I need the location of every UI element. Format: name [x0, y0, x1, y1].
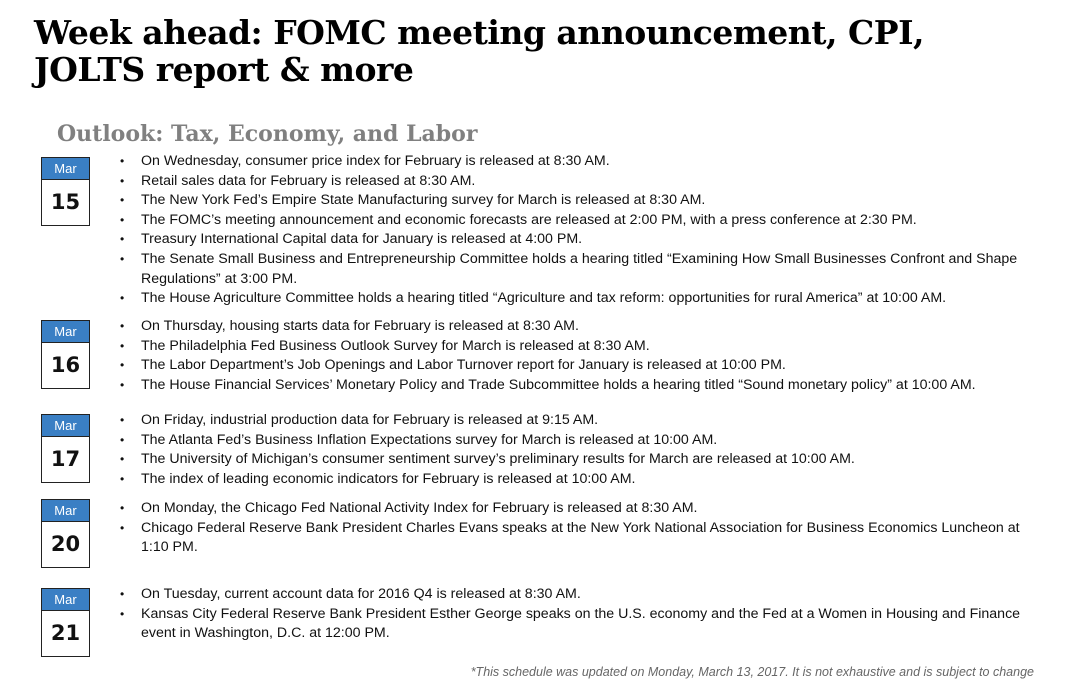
bullet-icon: •: [120, 193, 125, 208]
calendar-icon-mar-16: [41, 320, 90, 389]
event-item: [120, 605, 1040, 644]
event-item: [120, 211, 1040, 231]
calendar-day: 15: [50, 190, 81, 214]
section-subtitle: Outlook: Tax, Economy, and Labor: [57, 121, 478, 147]
event-text: The index of leading economic indicators for February is released at 10:00 AM.: [141, 470, 636, 487]
event-list-mar-16: [120, 317, 1040, 395]
event-list-mar-17: [120, 411, 1040, 489]
bullet-icon: •: [120, 471, 125, 486]
bullet-icon: •: [120, 154, 125, 168]
calendar-month: Mar: [42, 589, 89, 611]
event-text: Treasury International Capital data for January is released at 4:00 PM.: [141, 231, 583, 248]
event-text: The Atlanta Fed’s Business Inflation Expectations survey for March is released at 10:00 AM.: [141, 431, 718, 448]
event-text: The Philadelphia Fed Business Outlook Survey for March is released at 8:30 AM.: [141, 337, 650, 354]
bullet-icon: •: [120, 432, 125, 447]
event-item: [120, 411, 1040, 431]
bullet-icon: •: [120, 413, 125, 427]
calendar-day: 16: [50, 353, 81, 377]
bullet-icon: •: [120, 232, 125, 247]
event-item: [120, 337, 1040, 357]
calendar-day: 21: [50, 621, 81, 645]
event-text: Chicago Federal Reserve Bank President Charles Evans speaks at the New York National Association for Business Economics Luncheon at 1:10 PM.: [141, 519, 1020, 556]
bullet-icon: •: [120, 173, 125, 188]
event-item: [120, 519, 1040, 558]
event-item: [120, 499, 1040, 519]
event-text: On Thursday, housing starts data for February is released at 8:30 AM.: [141, 318, 579, 334]
event-text: On Monday, the Chicago Fed National Activity Index for February is released at 8:30 AM.: [141, 500, 698, 516]
event-list-mar-21: [120, 585, 1040, 644]
event-text: On Tuesday, current account data for 2016 Q4 is released at 8:30 AM.: [141, 586, 581, 602]
event-item: [120, 470, 1040, 490]
calendar-icon-mar-17: [41, 414, 90, 483]
bullet-icon: •: [120, 212, 125, 227]
bullet-icon: •: [120, 606, 125, 621]
event-text: Kansas City Federal Reserve Bank President Esther George speaks on the U.S. economy and the Fed at a Women in Housing and Finance event in Washington, D.C. at 12:00 PM.: [141, 605, 1021, 642]
event-list-mar-15: [120, 152, 1040, 309]
event-item: [120, 152, 1040, 172]
bullet-icon: •: [120, 358, 125, 373]
event-text: Retail sales data for February is released at 8:30 AM.: [141, 172, 476, 189]
event-item: [120, 317, 1040, 337]
calendar-month: Mar: [42, 415, 89, 437]
bullet-icon: •: [120, 319, 125, 333]
event-item: [120, 376, 1040, 396]
event-item: [120, 172, 1040, 192]
event-text: The New York Fed’s Empire State Manufacturing survey for March is released at 8:30 AM.: [141, 192, 706, 209]
event-text: The University of Michigan’s consumer sentiment survey’s preliminary results for March are released at 10:00 AM.: [141, 451, 855, 468]
event-text: The House Agriculture Committee holds a hearing titled “Agriculture and tax reform: opportunities for rural America” at 10:00 AM.: [141, 290, 947, 307]
calendar-icon-mar-15: [41, 157, 90, 226]
bullet-icon: •: [120, 338, 125, 353]
event-item: [120, 289, 1040, 309]
calendar-icon-mar-21: [41, 588, 90, 657]
event-text: On Friday, industrial production data for February is released at 9:15 AM.: [141, 412, 599, 428]
bullet-icon: •: [120, 251, 125, 266]
event-text: The FOMC’s meeting announcement and economic forecasts are released at 2:00 PM, with a press conference at 2:30 PM.: [141, 211, 917, 228]
bullet-icon: •: [120, 452, 125, 467]
bullet-icon: •: [120, 587, 125, 601]
bullet-icon: •: [120, 377, 125, 392]
event-text: The Senate Small Business and Entrepreneurship Committee holds a hearing titled “Examining How Small Businesses Confront and Shape Regulations” at 3:00 PM.: [141, 250, 1018, 287]
event-item: [120, 450, 1040, 470]
calendar-month: Mar: [42, 321, 89, 343]
bullet-icon: •: [120, 291, 125, 306]
event-text: The House Financial Services’ Monetary Policy and Trade Subcommittee holds a hearing titled “Sound monetary policy” at 10:00 AM.: [141, 376, 976, 393]
event-text: The Labor Department’s Job Openings and Labor Turnover report for January is released at 10:00 PM.: [141, 357, 786, 374]
calendar-day: 17: [50, 447, 81, 471]
event-item: [120, 250, 1040, 289]
calendar-month: Mar: [42, 158, 89, 180]
calendar-day: 20: [50, 532, 81, 556]
calendar-icon-mar-20: [41, 499, 90, 568]
footnote: *This schedule was updated on Monday, March 13, 2017. It is not exhaustive and is subject to change: [470, 665, 1034, 679]
event-item: [120, 230, 1040, 250]
bullet-icon: •: [120, 501, 125, 515]
event-item: [120, 585, 1040, 605]
calendar-month: Mar: [42, 500, 89, 522]
event-list-mar-20: [120, 499, 1040, 558]
bullet-icon: •: [120, 520, 125, 535]
event-text: On Wednesday, consumer price index for February is released at 8:30 AM.: [141, 153, 610, 169]
event-item: [120, 191, 1040, 211]
page-title: Week ahead: FOMC meeting announcement, CPI, JOLTS report & more: [34, 13, 924, 89]
event-item: [120, 356, 1040, 376]
event-item: [120, 431, 1040, 451]
